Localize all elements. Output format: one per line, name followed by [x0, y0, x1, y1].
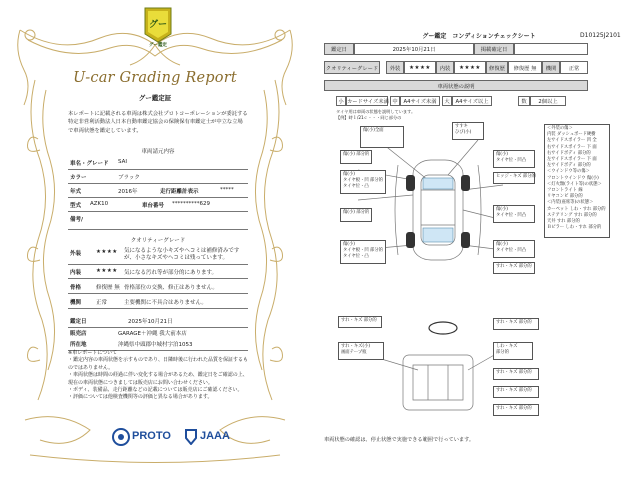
listing-value-cell	[514, 43, 588, 55]
grading-certificate	[0, 0, 310, 480]
mechanical-value: 正常	[96, 300, 108, 306]
condition-check-sheet	[318, 0, 640, 480]
annotation-box: 傷(小) 部分的	[340, 208, 372, 222]
annotation-box: すれ・キズ 部分的	[338, 316, 382, 328]
damage-legend: ＜外装の傷＞ 内装 ダッシュボード硬樹 左サイドスポイラー 凹 全 右サイドスポイラー 下 面 右サイドボディ 部分的 左サイドスポイラー 下 面 左サイドボディ 部分的 ＜ウインドウ等の傷＞ フロントウインドウ 傷(小) ＜灯火類(ライト等)の状態＞ フロントライト 線 リヤコンビ 部分的 ＜内装(座席等)の状態＞ カーペット しわ・すれ 部分的 ステアリング すれ 部分的 天井 すれ 部分的 Ｂピラー しわ・すれ 部分的	[547, 126, 606, 231]
chassis-label: 車台番号	[142, 203, 165, 209]
color-value: ブラック	[118, 175, 140, 181]
exterior-label-cell	[386, 61, 404, 74]
interior-stars: ★★★★	[459, 64, 481, 71]
jaaa-logo-text: JAAA	[200, 430, 230, 442]
svg-text:グー: グー	[148, 20, 168, 30]
glass-areas	[423, 178, 453, 242]
state-section-title-cell	[324, 80, 588, 91]
annotation-box: すれ・キズ(小) 画面テープ痕	[338, 342, 384, 360]
goo-badge-icon	[145, 8, 171, 42]
annotation-box: ヒッジ・キズ 部分的	[493, 172, 535, 184]
exterior-label: 外装	[389, 65, 401, 72]
size-small-desc-cell	[346, 96, 388, 106]
frame-label: 骨格	[70, 285, 82, 291]
intro-paragraph: 本レポートに記載される車両は株式会社プロトコーポレーションが委託する特定非営利活動法人日本自動車鑑定協会の保険保有車鑑定士が中立な立場で車両状態を鑑定しています。	[68, 111, 248, 134]
certificate-subtitle: グー鑑定証	[138, 94, 172, 102]
damage-legend-panel	[544, 124, 610, 238]
address-value: 沖縄県中頭郡中城村字泊1053	[118, 342, 193, 348]
row-remarks	[68, 212, 248, 230]
annotation-box: 傷(小)全面	[360, 126, 404, 148]
chassis-value: **********629	[172, 201, 210, 207]
frame-desc: 骨格部位の交換、修正はありません。	[124, 285, 218, 291]
row-mechanical	[68, 295, 248, 309]
size-mid-cell	[390, 96, 400, 106]
exterior-stars: ★★★★	[96, 249, 118, 255]
document-id: D10125J2101	[580, 32, 621, 39]
mileage-value: *****	[220, 187, 234, 193]
annotation-box: 傷(小) タイヤ板・凹 部分的 タイヤ位・凸	[340, 240, 386, 264]
mechanical-label: 機関	[70, 300, 82, 306]
annotation-box: すれ・キズ 部分的	[493, 368, 539, 380]
interior-label-cell	[436, 61, 454, 74]
quality-section-title: クオリティーグレード	[130, 238, 186, 244]
annotation-box: 傷(小) タイヤ板・凹 部分的 タイヤ位・凸	[340, 170, 386, 194]
size-large: 大	[444, 99, 450, 105]
year-label: 年式	[70, 189, 82, 195]
note-line-1: タイヤ用は車両の状態を説明しています。	[336, 109, 416, 114]
store-value: GARAGE＋沖縄 我大前本店	[118, 331, 187, 337]
size-large-desc: A4サイズ以上	[455, 99, 489, 105]
model-code-label: 型式	[70, 203, 82, 209]
annotation-box: 傷(小) タイヤ位・凹凸	[493, 240, 535, 258]
exterior-stars: ★★★★	[409, 64, 431, 71]
exterior-stars-cell	[404, 61, 436, 74]
proto-logo-text: PROTO	[132, 430, 171, 442]
date-value: 2025年10月21日	[128, 319, 173, 325]
row-model-code	[68, 198, 248, 212]
note-item: ・鑑定内容の車両状態を示すものであり、日隣時後に行われた品質を保証するものではありません。	[68, 357, 249, 371]
size-mid: 中	[392, 99, 398, 105]
mileage-label: 走行距離計表示	[160, 189, 199, 195]
annotation-box: 傷(小) 部分的	[340, 150, 372, 164]
date-value: 2025年10月21日	[392, 47, 436, 53]
store-label: 販売店	[70, 331, 87, 337]
size-large-desc-cell	[452, 96, 492, 106]
date-label-cell	[324, 43, 354, 55]
mech-value: 正常	[568, 65, 580, 72]
mech-value-cell	[560, 61, 588, 74]
note-line-2: 【例】時１/21ｃ・・・同じ部分の	[336, 115, 402, 120]
annotation-box: すれ・キズ 部分的	[493, 386, 539, 398]
interior-stars-cell	[454, 61, 486, 74]
sheet-footer: 車両状態の確認は、停止状態で実施できる範囲で行っています。	[324, 437, 475, 443]
badge-label: グー鑑定	[149, 43, 167, 48]
note-item: ・車両状態は時間の経過に伴い変化する場合があるため、鑑定日をご確認の上、現在の車両状態につきましては販売店にお問い合わせください。	[68, 372, 248, 386]
count-value: 2個以上	[538, 99, 558, 105]
count-label: 数	[521, 99, 527, 105]
listing-label: 掲載確定日	[480, 47, 508, 53]
annotation-box: すすキ ひび(小)	[452, 122, 484, 140]
annotation-box: 傷(小) タイヤ位・凹凸	[493, 150, 535, 168]
note-item: ・ボディ、装備品、走行距離などの記載については販売店にご確認ください。	[68, 387, 243, 394]
listing-label-cell	[474, 43, 514, 55]
mech-label-cell	[542, 61, 560, 74]
note-item: ・評価については他検査機関等の評価と異なる場合があります。	[68, 394, 213, 401]
count-label-cell	[518, 96, 530, 106]
annotation-box: すれ・キズ 部分的	[493, 262, 535, 274]
state-section-title: 車両状態の説明	[437, 83, 475, 90]
sheet-title: グー鑑定 コンディションチェックシート	[422, 33, 536, 40]
vehicle-section-title: 車両請元内容	[141, 149, 175, 155]
frame-value: 修復歴 無	[96, 285, 120, 291]
row-interior	[68, 265, 248, 279]
count-value-cell	[530, 96, 566, 106]
annotation-box: しわ・キズ 部分的	[493, 342, 533, 360]
mech-label: 機関	[545, 65, 557, 72]
size-mid-desc-cell	[400, 96, 440, 106]
interior-label: 内装	[439, 65, 451, 72]
repair-value-cell	[508, 61, 542, 74]
remarks-label: 備考/	[70, 217, 84, 223]
size-small-cell	[336, 96, 346, 106]
annotation-box: 傷(小) タイヤ位・凹凸	[493, 205, 535, 223]
repair-value: 修復歴 無	[513, 65, 537, 72]
interior-desc: 気になる汚れ等が部分的にあります。	[124, 270, 218, 276]
proto-logo-icon	[112, 428, 130, 446]
year-value: 2016年	[118, 189, 138, 195]
date-label: 鑑定日	[331, 47, 347, 53]
size-small-desc: カードサイズ未満	[347, 99, 389, 105]
interior-stars: ★★★★	[96, 268, 118, 274]
row-model	[68, 156, 248, 170]
size-small: 小	[338, 99, 344, 105]
row-color	[68, 170, 248, 184]
row-exterior	[68, 246, 248, 265]
interior-label: 内装	[70, 270, 82, 276]
row-year	[68, 184, 248, 198]
quality-label-cell	[324, 61, 380, 74]
annotation-box: すれ・キズ 部分的	[493, 404, 539, 416]
exterior-desc: 気になるような小キズやヘコミは補修済みですが、小さなキズやヘコミは残っています。	[124, 248, 240, 261]
date-label: 鑑定日	[70, 319, 87, 325]
jaaa-logo-icon	[184, 429, 198, 445]
date-value-cell	[354, 43, 474, 55]
size-large-cell	[442, 96, 452, 106]
address-label: 所在地	[70, 342, 87, 348]
model-label: 車名・グレード	[70, 161, 109, 167]
model-code-value: AZK10	[90, 201, 109, 207]
annotation-box: すれ・キズ 部分的	[493, 318, 539, 330]
quality-label: クオリティーグレード	[325, 65, 379, 72]
model-value: SAI	[118, 159, 127, 165]
notes-title: ※車レポートについて	[68, 350, 118, 356]
repair-label-cell	[486, 61, 508, 74]
row-frame	[68, 280, 248, 294]
repair-label: 修復歴	[489, 65, 505, 72]
size-mid-desc: A4サイズ未満	[403, 99, 437, 105]
notes-block	[68, 350, 248, 402]
report-title: U-car Grading Report	[73, 70, 237, 86]
logo-bar	[112, 426, 252, 448]
exterior-label: 外装	[70, 251, 82, 257]
row-address	[68, 337, 248, 351]
mechanical-desc: 主要機関に不具合はありません。	[124, 300, 207, 306]
color-label: カラー	[70, 175, 87, 181]
